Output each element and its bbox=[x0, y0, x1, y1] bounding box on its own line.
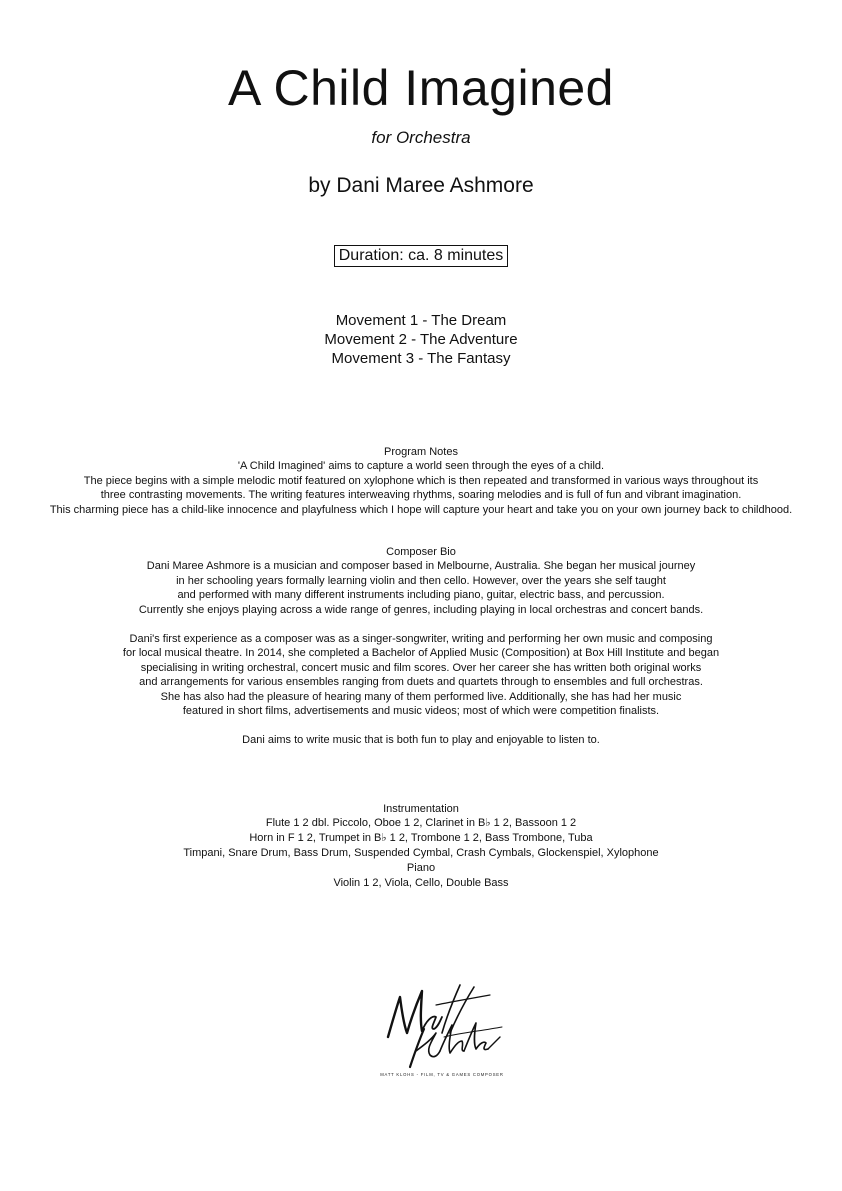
instrumentation-section bbox=[0, 802, 842, 891]
bio-line: and performed with many different instruments including piano, guitar, electric bass, and percussion. bbox=[177, 589, 665, 601]
bio-line: and arrangements for various ensembles ranging from duets and quartets through to ensembles and full orchestras. bbox=[139, 676, 703, 688]
program-notes-heading: Program Notes bbox=[384, 446, 458, 458]
movement-item: Movement 2 - The Adventure bbox=[324, 331, 518, 348]
movement-item: Movement 3 - The Fantasy bbox=[331, 350, 511, 367]
bio-line: for local musical theatre. In 2014, she completed a Bachelor of Applied Music (Composition) at Box Hill Institute and began bbox=[122, 647, 720, 659]
program-notes-section bbox=[0, 445, 842, 517]
signature-stroke bbox=[450, 987, 474, 1033]
program-notes-line: The piece begins with a simple melodic motif featured on xylophone which is then repeated and transformed in various ways throughout its bbox=[83, 474, 759, 487]
instrumentation-line: Horn in F 1 2, Trumpet in B♭ 1 2, Trombone 1 2, Bass Trombone, Tuba bbox=[249, 832, 593, 844]
instrumentation-heading: Instrumentation bbox=[383, 803, 459, 815]
bio-line: specialising in writing orchestral, concert music and film scores. Over her career she has written both original works bbox=[140, 661, 702, 674]
program-notes-line: three contrasting movements. The writing features interweaving rhythms, soaring melodies and is full of fun and vibrant imagination. bbox=[100, 489, 742, 501]
instrumentation-line: Flute 1 2 dbl. Piccolo, Oboe 1 2, Clarinet in B♭ 1 2, Bassoon 1 2 bbox=[265, 817, 577, 829]
signature-stroke bbox=[436, 995, 490, 1005]
paragraph-gap bbox=[0, 617, 842, 632]
movements-list bbox=[0, 311, 842, 368]
piece-subtitle: for Orchestra bbox=[371, 128, 471, 147]
signature-logo bbox=[380, 975, 505, 1080]
paragraph-gap bbox=[0, 719, 842, 734]
bio-line: Dani's first experience as a composer was as a singer-songwriter, writing and performing her own music and composing bbox=[129, 632, 713, 645]
piece-title: A Child Imagined bbox=[227, 60, 614, 116]
program-notes-line: 'A Child Imagined' aims to capture a world seen through the eyes of a child. bbox=[237, 460, 605, 472]
composer-bio-heading: Composer Bio bbox=[386, 546, 456, 558]
composer-bio-section bbox=[0, 545, 842, 748]
signature-stroke bbox=[416, 1033, 440, 1057]
bio-line: Dani aims to write music that is both fun to play and enjoyable to listen to. bbox=[242, 734, 600, 746]
composer-credit: by Dani Maree Ashmore bbox=[308, 174, 534, 197]
movement-item: Movement 1 - The Dream bbox=[335, 312, 507, 329]
signature-stroke bbox=[464, 1023, 488, 1051]
logo-tagline: MATT KLOHS - FILM, TV & GAMES COMPOSER bbox=[380, 1072, 504, 1077]
bio-line: Dani Maree Ashmore is a musician and composer based in Melbourne, Australia. She began her musical journey bbox=[146, 560, 696, 572]
duration-box: Duration: ca. 8 minutes bbox=[334, 245, 509, 267]
signature-stroke bbox=[410, 1029, 424, 1067]
program-notes-line: This charming piece has a child-like innocence and playfulness which I hope will capture your heart and take you on your own journey back to childhood. bbox=[49, 503, 793, 516]
instrumentation-line: Piano bbox=[406, 862, 436, 874]
instrumentation-line: Timpani, Snare Drum, Bass Drum, Suspended Cymbal, Crash Cymbals, Glockenspiel, Xylophone bbox=[183, 847, 659, 859]
bio-line: Currently she enjoys playing across a wide range of genres, including playing in local orchestras and concert bands. bbox=[138, 603, 704, 616]
signature-stroke bbox=[388, 991, 422, 1037]
bio-line: She has also had the pleasure of hearing many of them performed live. Additionally, she has had her music bbox=[160, 690, 682, 703]
bio-line: featured in short films, advertisements and music videos; most of which were competition finalists. bbox=[182, 705, 660, 717]
signature-stroke bbox=[488, 1037, 500, 1049]
bio-line: in her schooling years formally learning violin and then cello. However, over the years she self taught bbox=[176, 574, 666, 587]
duration-box-wrapper bbox=[0, 245, 842, 267]
instrumentation-line: Violin 1 2, Viola, Cello, Double Bass bbox=[333, 877, 509, 889]
